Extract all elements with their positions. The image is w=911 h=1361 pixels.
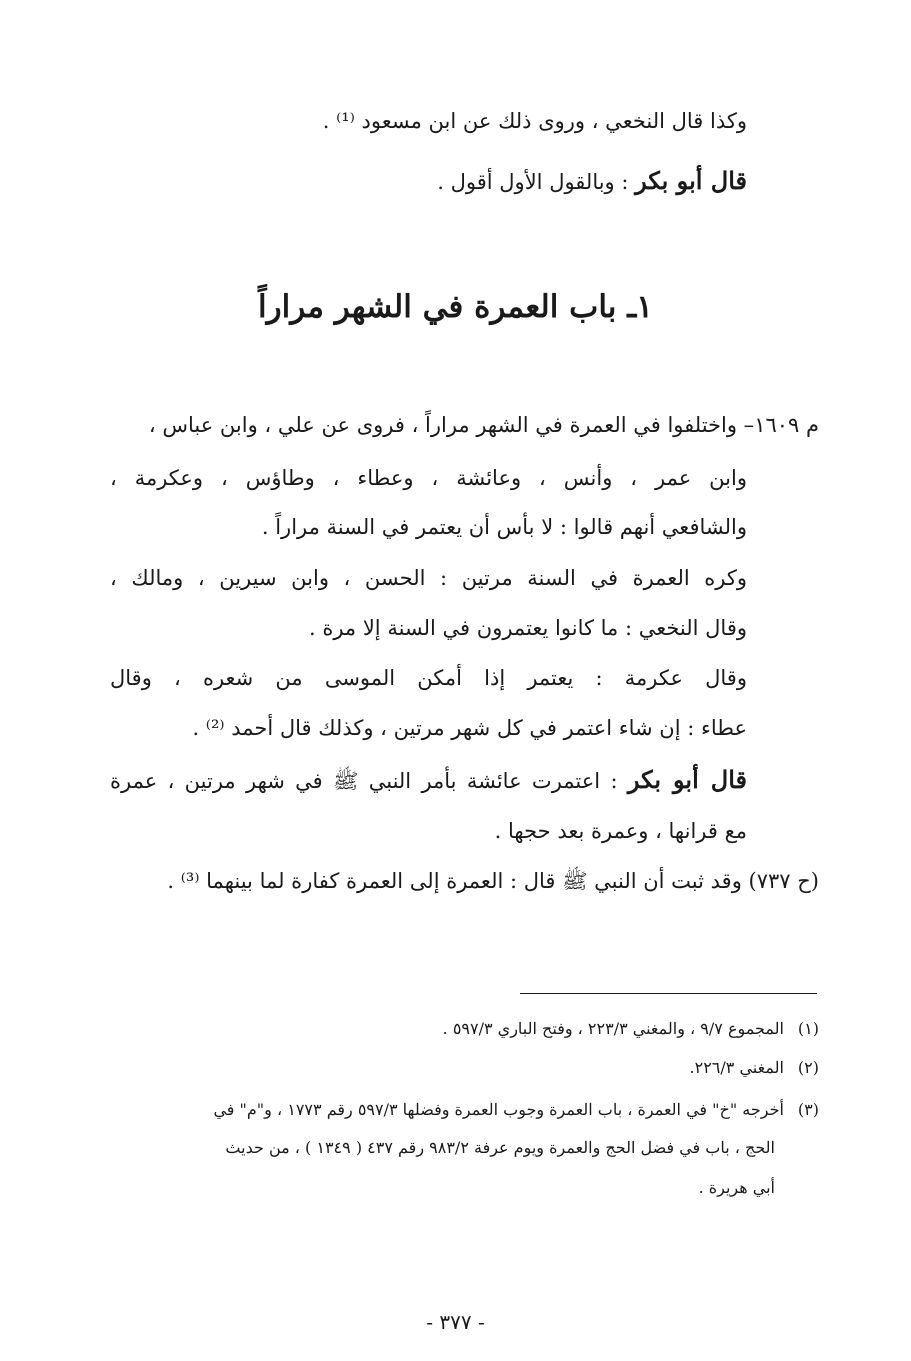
text-line: وقال عكرمة : يعتمر إذا أمكن الموسى من شعره ، وقال — [110, 666, 747, 690]
speaker-label: قال أبو بكر — [635, 166, 747, 195]
page-number: - ٣٧٧ - — [426, 1310, 485, 1334]
text-line: (ح ٧٣٧) وقد ثبت أن النبي ﷺ قال : العمرة إلى العمرة كفارة لما بينهما ⁽³⁾ . — [167, 869, 819, 893]
speaker-label: قال أبو بكر — [627, 765, 748, 794]
footnote-separator — [520, 993, 817, 994]
text-line: مع قرانها ، وعمرة بعد حجها . — [494, 819, 747, 843]
text-line: عطاء : إن شاء اعتمر في كل شهر مرتين ، وكذلك قال أحمد ⁽²⁾ . — [192, 716, 747, 740]
footnote-number: (٢) — [797, 1058, 819, 1077]
footnote-text: المغني ٢٢٦/٣. — [689, 1058, 784, 1077]
footnote-continuation: الحج ، باب في فضل الحج والعمرة ويوم عرفة ٩٨٣/٢ رقم ٤٣٧ ( ١٣٤٩ ) ، من حديث — [225, 1138, 775, 1157]
footnote-text: المجموع ٩/٧ ، والمغني ٢٢٣/٣ ، وفتح الباري ٥٩٧/٣ . — [442, 1019, 784, 1038]
text-line: وكره العمرة في السنة مرتين : الحسن ، وابن سيرين ، ومالك ، — [110, 566, 747, 590]
text-line: والشافعي أنهم قالوا : لا بأس أن يعتمر في السنة مراراً . — [261, 515, 747, 539]
text-line: وكذا قال النخعي ، وروى ذلك عن ابن مسعود ⁽¹⁾ . — [322, 109, 747, 133]
footnote-continuation: أبي هريرة . — [698, 1178, 775, 1197]
text-line: م ١٦٠٩– واختلفوا في العمرة في الشهر مراراً ، فروى عن علي ، وابن عباس ، — [148, 413, 819, 437]
footnote-number: (٣) — [797, 1100, 819, 1119]
footnote-number: (١) — [797, 1019, 819, 1038]
text-fragment: : وبالقول الأول أقول . — [437, 170, 636, 194]
text-line — [437, 166, 747, 197]
footnote — [213, 1098, 819, 1122]
text-line: وابن عمر ، وأنس ، وعائشة ، وعطاء ، وطاؤس ، وعكرمة ، — [110, 466, 747, 490]
text-fragment: : اعتمرت عائشة بأمر النبي ﷺ في شهر مرتين ، عمرة — [110, 769, 628, 793]
footnote — [443, 1017, 819, 1041]
footnote — [690, 1056, 820, 1080]
section-heading: ١ـ باب العمرة في الشهر مراراً — [258, 289, 653, 325]
text-line: وقال النخعي : ما كانوا يعتمرون في السنة إلا مرة . — [308, 616, 747, 640]
footnote-text: أخرجه "خ" في العمرة ، باب العمرة وجوب العمرة وفضلها ٥٩٧/٣ رقم ١٧٧٣ ، و"م" في — [213, 1100, 784, 1119]
text-line — [110, 765, 747, 796]
